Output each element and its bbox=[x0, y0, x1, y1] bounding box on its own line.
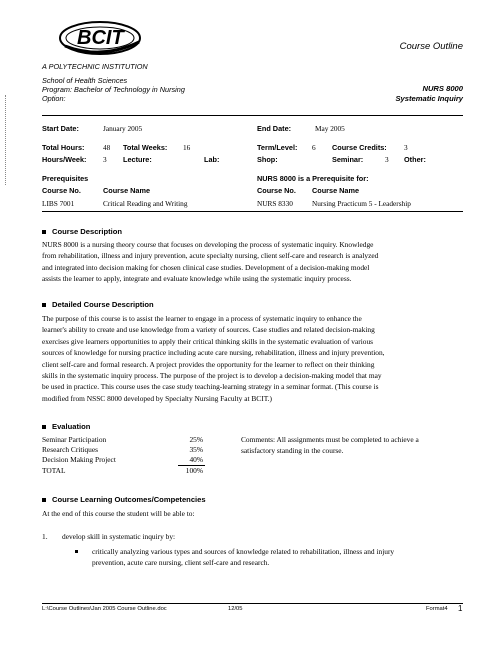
total-weeks-label: Total Weeks: bbox=[123, 143, 168, 152]
detailed-description-line: exercises give learners opportunities to apply their critical thinking skills in the systematic evaluation of various bbox=[42, 336, 374, 346]
course-credits-value: 3 bbox=[404, 143, 408, 152]
detailed-description-line: client self-care and formal research. A project provides the opportunity for the learner to reflect on their thinking bbox=[42, 359, 375, 369]
total-weeks-value: 16 bbox=[183, 143, 191, 152]
detailed-description-line: The purpose of this course is to assist the learner to engage in a process of systematic inquiry to enhance the bbox=[42, 314, 362, 323]
eval-item-label: Seminar Participation bbox=[42, 435, 107, 444]
hours-week-label: Hours/Week: bbox=[42, 155, 87, 164]
detailed-description-line: skills in the systematic inquiry process. The purpose of the project is to develop a decision-making model that may bbox=[42, 371, 382, 381]
eval-item-value: 35% bbox=[189, 445, 203, 454]
end-date-label: End Date: bbox=[257, 124, 292, 133]
program-name: Program: Bachelor of Technology in Nursing bbox=[42, 85, 185, 94]
start-date-label: Start Date: bbox=[42, 124, 79, 133]
footer-format: Format4 bbox=[426, 606, 448, 612]
course-description-line: NURS 8000 is a nursing theory course that focuses on developing the process of systematic inquiry. Knowledge bbox=[42, 240, 374, 249]
course-description-line: assists the learner to apply, integrate and evaluate knowledge while using the systematic inquiry process. bbox=[42, 274, 352, 284]
lecture-label: Lecture: bbox=[123, 155, 152, 164]
section-bullet-icon bbox=[42, 498, 46, 502]
term-level-value: 6 bbox=[312, 143, 316, 152]
course-description-line: from rehabilitation, illness and injury prevention, acute specialty nursing, client self-care and research is analyzed bbox=[42, 251, 379, 261]
other-label: Other: bbox=[404, 155, 426, 164]
margin-punch-marks bbox=[5, 95, 8, 185]
outcome-number: 1. bbox=[42, 532, 48, 541]
section-bullet-icon bbox=[42, 230, 46, 234]
detailed-description-body bbox=[42, 313, 462, 404]
footer-path: L:\Course Outlines\Jan 2005 Course Outline.doc bbox=[42, 606, 167, 612]
term-level-label: Term/Level: bbox=[257, 143, 298, 152]
course-description-line: and integrated into decision making for chosen clinical case studies. Development of a decision-making model bbox=[42, 262, 370, 272]
detailed-description-heading-text: Detailed Course Description bbox=[52, 300, 154, 309]
bullet-icon bbox=[75, 550, 78, 553]
course-description-body bbox=[42, 239, 462, 285]
outcome-text: develop skill in systematic inquiry by: bbox=[62, 532, 176, 541]
course-title: Systematic Inquiry bbox=[395, 94, 463, 103]
detailed-description-heading bbox=[42, 300, 154, 309]
detailed-description-line: be used in practice. This course uses the case study teaching-learning strategy in a seminar format. (This course is bbox=[42, 382, 379, 392]
header-divider bbox=[42, 115, 463, 116]
eval-total-value: 100% bbox=[185, 466, 203, 475]
prereq-col-no: Course No. bbox=[42, 186, 81, 195]
eval-item-label: Research Critiques bbox=[42, 445, 99, 454]
prereq-for-col-no: Course No. bbox=[257, 186, 296, 195]
bcit-logo bbox=[57, 16, 143, 62]
eval-item-label: Decision Making Project bbox=[42, 455, 116, 464]
outcomes-heading-text: Course Learning Outcomes/Competencies bbox=[52, 495, 206, 504]
course-code: NURS 8000 bbox=[422, 84, 463, 93]
detailed-description-line: sources of knowledge for nursing practice including acute care nursing, rehabilitation, illness and injury prevention, bbox=[42, 348, 385, 358]
eval-comment-line: satisfactory standing in the course. bbox=[241, 446, 344, 455]
outcome-bullet-line: prevention, acute care nursing, client self-care and research. bbox=[92, 558, 270, 567]
prereq-for-course-no: NURS 8330 bbox=[257, 199, 293, 208]
seminar-value: 3 bbox=[385, 155, 389, 164]
outcome-bullet-line: critically analyzing various types and sources of knowledge related to rehabilitation, illness and injury bbox=[92, 547, 395, 556]
prereq-course-no: LIBS 7001 bbox=[42, 199, 75, 208]
total-hours-value: 48 bbox=[103, 143, 111, 152]
outcomes-heading bbox=[42, 495, 206, 504]
page-number: 1 bbox=[458, 604, 463, 613]
start-date-value: January 2005 bbox=[103, 124, 143, 133]
seminar-label: Seminar: bbox=[332, 155, 364, 164]
doc-type: Course Outline bbox=[399, 41, 463, 52]
prerequisites-heading: Prerequisites bbox=[42, 174, 89, 183]
course-description-heading bbox=[42, 227, 122, 236]
option-label: Option: bbox=[42, 94, 66, 103]
hours-week-value: 3 bbox=[103, 155, 107, 164]
course-description-heading-text: Course Description bbox=[52, 227, 123, 236]
detailed-description-line: learner's ability to create and use knowledge from a variety of sources. Case studies and related decision-making bbox=[42, 325, 375, 335]
eval-total-label: TOTAL bbox=[42, 466, 66, 475]
lab-label: Lab: bbox=[204, 155, 220, 164]
bcit-logo-text: BCIT bbox=[77, 27, 124, 49]
prereq-for-heading: NURS 8000 is a Prerequisite for: bbox=[257, 174, 369, 183]
footer-date-code: 12/05 bbox=[228, 606, 243, 612]
detailed-description-line: modified from NSSC 8000 developed by Specialty Nursing Faculty at BCIT.) bbox=[42, 393, 272, 403]
prereq-for-course-name: Nursing Practicum 5 - Leadership bbox=[312, 199, 411, 208]
section-bullet-icon bbox=[42, 303, 46, 307]
prereq-col-name: Course Name bbox=[103, 186, 151, 195]
prereq-course-name: Critical Reading and Writing bbox=[103, 199, 188, 208]
school-name: School of Health Sciences bbox=[42, 76, 128, 85]
institution-tag: A POLYTECHNIC INSTITUTION bbox=[42, 62, 148, 71]
outcomes-intro: At the end of this course the student will be able to: bbox=[42, 509, 195, 518]
section-bullet-icon bbox=[42, 425, 46, 429]
eval-item-value: 40% bbox=[189, 455, 203, 464]
evaluation-heading bbox=[42, 422, 90, 431]
evaluation-heading-text: Evaluation bbox=[52, 422, 91, 431]
course-credits-label: Course Credits: bbox=[332, 143, 387, 152]
end-date-value: May 2005 bbox=[315, 124, 345, 133]
footer-divider bbox=[42, 603, 463, 604]
eval-item-value: 25% bbox=[189, 435, 203, 444]
eval-comment-line: Comments: All assignments must be completed to achieve a bbox=[241, 435, 419, 444]
shop-label: Shop: bbox=[257, 155, 278, 164]
total-hours-label: Total Hours: bbox=[42, 143, 85, 152]
prereq-divider bbox=[42, 211, 463, 212]
prereq-for-col-name: Course Name bbox=[312, 186, 360, 195]
